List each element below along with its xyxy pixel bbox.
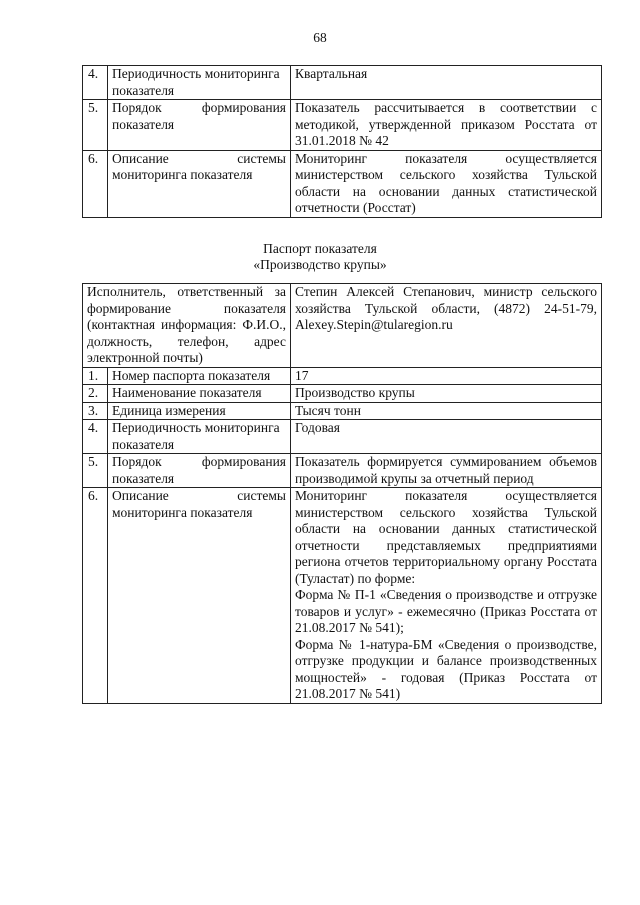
table-row xyxy=(83,402,602,420)
page-number: 68 xyxy=(313,30,327,45)
row-label: Периодичность мониторинга показателя xyxy=(108,420,291,454)
row-number: 4. xyxy=(83,66,108,100)
row-value: 17 xyxy=(291,367,602,385)
table-row xyxy=(83,100,602,151)
row-label: Наименование показателя xyxy=(108,385,291,403)
form-p1-description: Форма № П-1 «Сведения о производстве и отгрузке товаров и услуг» - ежемесячно (Приказ Росстата от 21.08.2017 № 541); xyxy=(295,587,598,635)
row-label: Описание системы мониторинга показателя xyxy=(108,150,291,217)
indicator-table-continued xyxy=(82,65,602,218)
indicator-passport-table xyxy=(82,283,602,704)
row-number: 5. xyxy=(83,454,108,488)
monitoring-description: Мониторинг показателя осуществляется министерством сельского хозяйства Тульской области на основании данных статистической отчетности представляемых предприятиями региона отчетов территориальному органу Росстата (Туластат) по форме: xyxy=(295,488,598,586)
row-label: Описание системы мониторинга показателя xyxy=(108,488,291,704)
form-1-natura-description: Форма № 1-натура-БМ «Сведения о производстве, отгрузке продукции и балансе производственных мощностей» - годовая (Приказ Росстата от 21.08.2017 № 541) xyxy=(295,636,598,701)
row-number: 2. xyxy=(83,385,108,403)
row-label: Периодичность мониторинга показателя xyxy=(108,66,291,100)
row-value: Тысяч тонн xyxy=(291,402,602,420)
row-number: 6. xyxy=(83,150,108,217)
row-label: Номер паспорта показателя xyxy=(108,367,291,385)
row-number: 3. xyxy=(83,402,108,420)
row-value: Мониторинг показателя осуществляется министерством сельского хозяйства Тульской области на основании данных статистической отчетности (Росстат) xyxy=(291,150,602,217)
table-row xyxy=(83,150,602,217)
row-number: 6. xyxy=(83,488,108,704)
row-number: 1. xyxy=(83,367,108,385)
table-row xyxy=(83,385,602,403)
row-value: Показатель формируется суммированием объемов производимой крупы за отчетный период xyxy=(291,454,602,488)
row-value: Производство крупы xyxy=(291,385,602,403)
passport-title xyxy=(0,241,640,273)
table-row xyxy=(83,367,602,385)
executor-row xyxy=(83,284,602,368)
table-row xyxy=(83,488,602,704)
row-value xyxy=(291,488,602,704)
table-row xyxy=(83,454,602,488)
row-label: Порядок формирования показателя xyxy=(108,454,291,488)
row-number: 5. xyxy=(83,100,108,151)
table-row xyxy=(83,420,602,454)
row-number: 4. xyxy=(83,420,108,454)
table-row xyxy=(83,66,602,100)
row-value: Показатель рассчитывается в соответствии с методикой, утвержденной приказом Росстата от 31.01.2018 № 42 xyxy=(291,100,602,151)
row-label: Единица измерения xyxy=(108,402,291,420)
row-value: Годовая xyxy=(291,420,602,454)
executor-label: Исполнитель, ответственный за формирование показателя (контактная информация: Ф.И.О., должность, телефон, адрес электронной почты) xyxy=(83,284,291,368)
passport-title-line1: Паспорт показателя xyxy=(263,241,377,256)
executor-value: Степин Алексей Степанович, министр сельского хозяйства Тульской области, (4872) 24-51-79, Alexey.Stepin@tularegion.ru xyxy=(291,284,602,368)
row-value: Квартальная xyxy=(291,66,602,100)
row-label: Порядок формирования показателя xyxy=(108,100,291,151)
passport-title-line2: «Производство крупы» xyxy=(253,257,387,272)
